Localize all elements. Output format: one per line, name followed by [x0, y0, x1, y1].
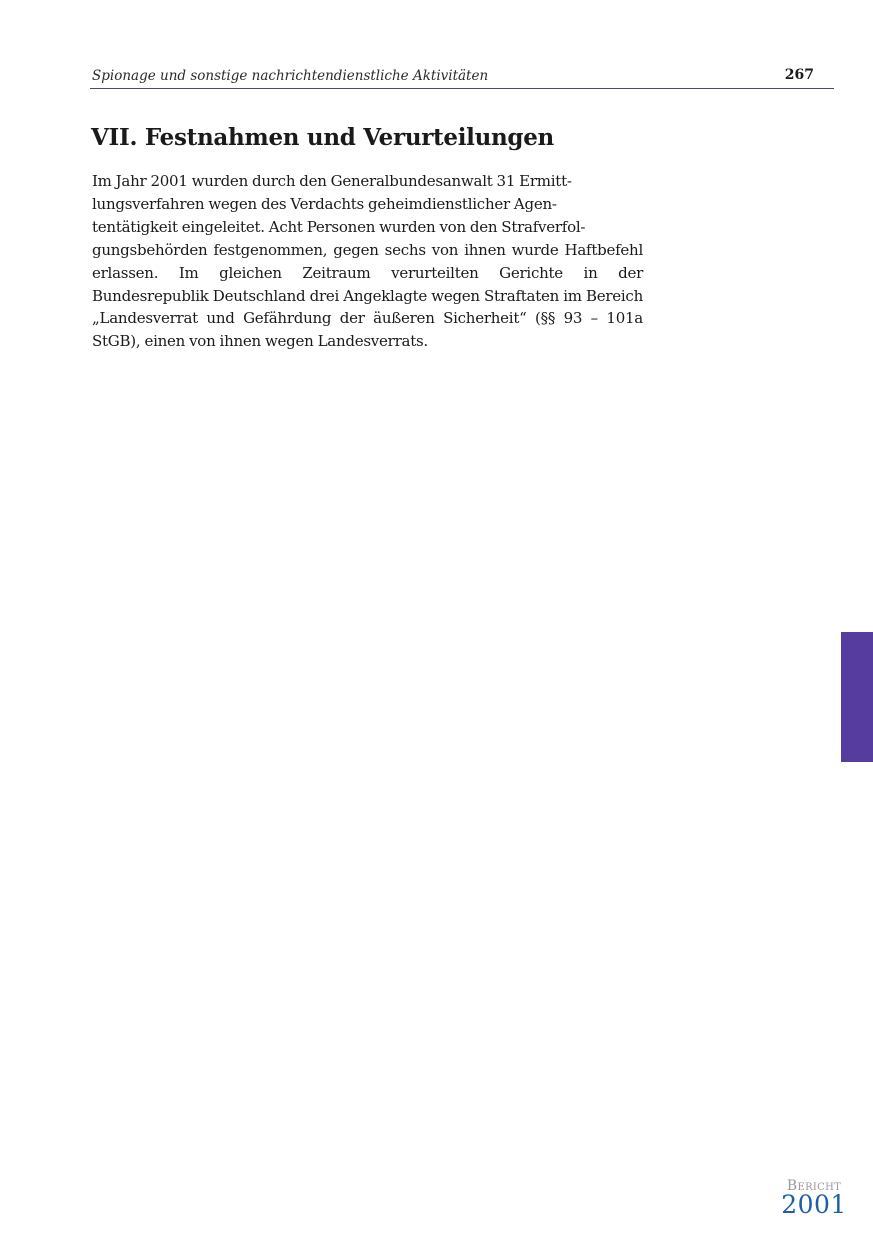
logo-word: Bericht	[786, 1178, 842, 1194]
logo-year: 2001	[781, 1190, 847, 1219]
chapter-side-tab	[841, 632, 873, 762]
running-header	[90, 66, 834, 89]
section-heading: VII. Festnahmen und Verurteilungen	[91, 124, 554, 151]
running-title: Spionage und sonstige nachrichtendienstliche Aktivitäten	[92, 68, 489, 84]
section-paragraph: Im Jahr 2001 wurden durch den Generalbundesanwalt 31 Ermitt- lungsverfahren wegen des Verdachts geheimdienstlicher Agen- tentätigkeit eingeleitet. Acht Personen wurden von den Strafverfol- gungsbehörden festgenommen, gegen sechs von ihnen wurde Haftbefehl erlassen. Im gleichen Zeitraum verurteilten Gerichte in der Bundesrepublik Deutschland drei Angeklagte wegen Straftaten im Bereich „Landesverrat und Gefährdung der äußeren Sicherheit“ (§§ 93 – 101a StGB), einen von ihnen wegen Landesverrats.	[92, 172, 643, 351]
page-number: 267	[784, 67, 814, 83]
report-logo	[778, 1178, 850, 1219]
